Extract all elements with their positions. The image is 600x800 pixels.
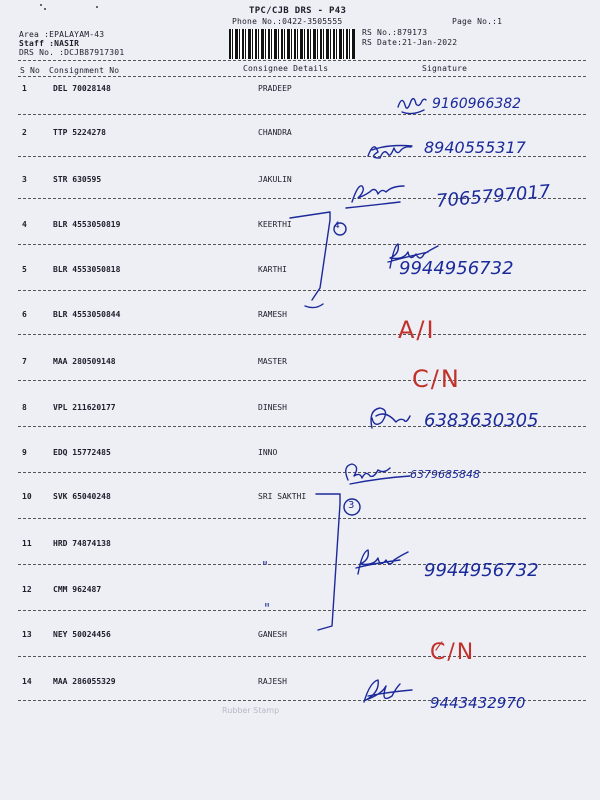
row-sno: 4 (22, 220, 27, 229)
signature-scribble (346, 464, 410, 484)
phone-handwritten: 7065797017 (435, 181, 552, 212)
row-sno: 13 (22, 630, 32, 639)
signature-scribble (364, 680, 412, 702)
row-sno: 7 (22, 357, 27, 366)
row-consignment: TTP 5224278 (53, 128, 106, 137)
row-consignment: MAA 280509148 (53, 357, 116, 366)
rs-number: RS No.:879173 (362, 28, 428, 37)
phone-handwritten: 6379685848 (410, 468, 480, 481)
row-consignment: MAA 286055329 (53, 677, 116, 686)
row-consignment: BLR 4553050819 (53, 220, 121, 229)
bracket-line (290, 212, 330, 300)
bracket-line (305, 304, 323, 308)
row-consignee: JAKULIN (258, 175, 292, 184)
row-sno: 9 (22, 448, 27, 457)
row-consignment: HRD 74874138 (53, 539, 111, 548)
signature-scribble (371, 408, 410, 428)
drs-number: DRS No. :DCJB87917301 (19, 48, 125, 57)
phone-number: Phone No.:0422-3505555 (232, 17, 343, 26)
signature-scribble (356, 550, 408, 574)
row-consignment: CMM 962487 (53, 585, 102, 594)
phone-handwritten: 6383630305 (424, 410, 539, 431)
row-consignee: CHANDRA (258, 128, 292, 137)
phone-handwritten: 9944956732 (399, 258, 514, 279)
ditto-mark: " (264, 602, 270, 617)
row-consignment: SVK 65040248 (53, 492, 111, 501)
row-sno: 1 (22, 84, 27, 93)
row-sno: 11 (22, 539, 32, 548)
row-consignment: VPL 211620177 (53, 403, 116, 412)
signature-scribble (398, 99, 426, 114)
signature-scribble (346, 186, 404, 208)
row-consignee: DINESH (258, 403, 287, 412)
scan-speck (44, 8, 46, 10)
row-sno: 10 (22, 492, 32, 501)
signature-scribble (368, 146, 412, 159)
row-sno: 14 (22, 677, 32, 686)
row-consignee: KARTHI (258, 265, 287, 274)
row-consignment: NEY 50024456 (53, 630, 111, 639)
row-consignee: INNO (258, 448, 278, 457)
scan-speck (96, 6, 98, 8)
col-consignment: Consignment No (49, 66, 120, 75)
document-title: TPC/CJB DRS - P43 (249, 6, 347, 16)
row-sno: 12 (22, 585, 32, 594)
circle-number: 4 (334, 221, 340, 231)
row-consignee: RAJESH (258, 677, 287, 686)
status-mark: C/N (430, 640, 476, 665)
ditto-mark: " (262, 560, 268, 575)
row-consignee: GANESH (258, 630, 287, 639)
col-consignee: Consignee Details (243, 64, 329, 73)
circle-number: 3 (348, 500, 355, 511)
row-consignee: MASTER (258, 357, 287, 366)
row-sno: 8 (22, 403, 27, 412)
row-consignment: STR 630595 (53, 175, 102, 184)
row-consignee: RAMESH (258, 310, 287, 319)
status-mark: C/N (412, 365, 461, 393)
scan-speck (40, 4, 42, 6)
col-sno: S No (20, 66, 41, 75)
phone-handwritten: 9160966382 (432, 96, 522, 112)
row-sno: 5 (22, 265, 27, 274)
staff-label: Staff :NASIR (19, 39, 80, 48)
row-consignee: PRADEEP (258, 84, 292, 93)
row-consignment: EDQ 15772485 (53, 448, 111, 457)
row-sno: 3 (22, 175, 27, 184)
rs-date: RS Date:21-Jan-2022 (362, 38, 458, 47)
row-consignee: SRI SAKTHI (258, 492, 307, 501)
row-sno: 2 (22, 128, 27, 137)
status-mark: A/I (398, 316, 436, 344)
faint-stamp: Rubber Stamp (222, 706, 280, 715)
phone-handwritten: 9443432970 (430, 694, 526, 712)
col-signature: Signature (422, 64, 468, 73)
row-consignment: DEL 70028148 (53, 84, 111, 93)
row-consignment: BLR 4553050844 (53, 310, 121, 319)
page-number: Page No.:1 (452, 17, 503, 26)
area-label: Area :EPALAYAM-43 (19, 30, 105, 39)
row-sno: 6 (22, 310, 27, 319)
row-consignment: BLR 4553050818 (53, 265, 121, 274)
bracket-line (316, 494, 340, 630)
phone-handwritten: 8940555317 (424, 138, 526, 157)
phone-handwritten: 9944956732 (424, 560, 539, 581)
row-consignee: KEERTHI (258, 220, 292, 229)
